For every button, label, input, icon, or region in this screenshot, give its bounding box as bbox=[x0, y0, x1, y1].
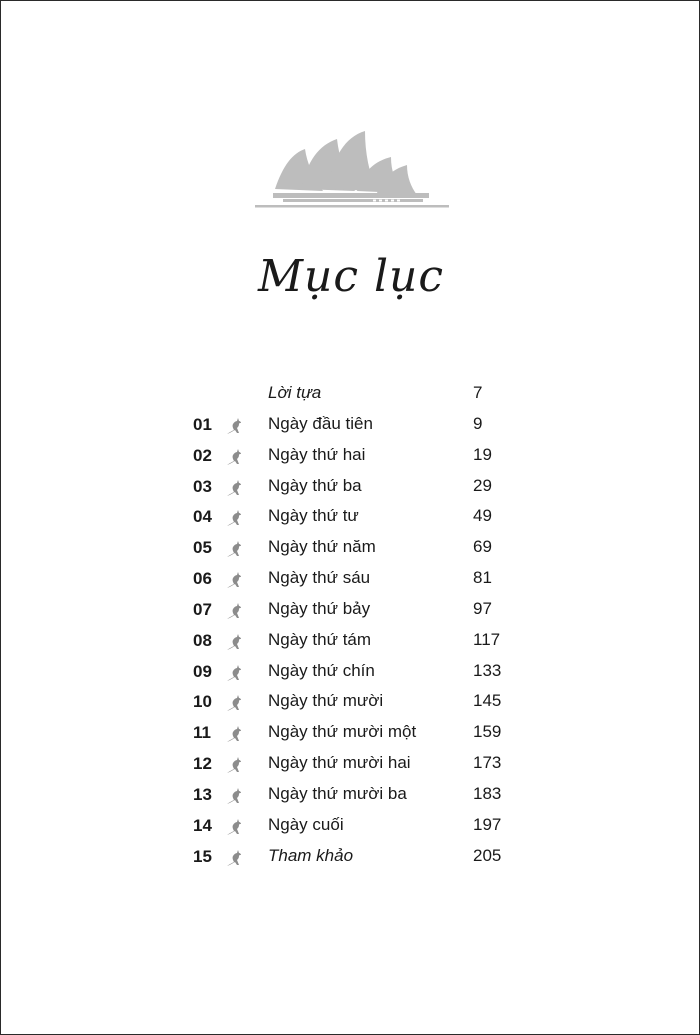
kangaroo-icon bbox=[224, 818, 244, 836]
toc-row[interactable] bbox=[1, 686, 700, 717]
toc-row[interactable] bbox=[1, 471, 700, 502]
toc-row[interactable] bbox=[1, 779, 700, 810]
toc-row[interactable] bbox=[1, 625, 700, 656]
chapter-title: Lời tựa bbox=[268, 383, 322, 402]
chapter-title: Ngày thứ mười hai bbox=[268, 753, 411, 773]
chapter-title: Tham khảo bbox=[268, 845, 354, 865]
toc-row[interactable] bbox=[1, 841, 700, 872]
page-number: 159 bbox=[473, 722, 502, 742]
kangaroo-icon bbox=[224, 509, 244, 527]
chapter-number: 04 bbox=[193, 507, 212, 527]
chapter-title: Ngày thứ mười bbox=[268, 691, 384, 711]
chapter-title: Ngày thứ mười ba bbox=[268, 783, 407, 803]
page-number: 9 bbox=[473, 413, 483, 433]
kangaroo-icon bbox=[224, 633, 244, 651]
sydney-opera-house-icon bbox=[253, 127, 451, 215]
kangaroo-icon bbox=[224, 448, 244, 466]
toc-row[interactable] bbox=[1, 563, 700, 594]
toc-row[interactable] bbox=[1, 440, 700, 471]
chapter-number: 12 bbox=[193, 754, 212, 774]
toc-row[interactable] bbox=[1, 748, 700, 779]
chapter-number: 08 bbox=[193, 630, 212, 650]
kangaroo-icon bbox=[224, 571, 244, 589]
page-number: 19 bbox=[473, 444, 492, 464]
chapter-number: 13 bbox=[193, 784, 212, 804]
chapter-number: 05 bbox=[193, 538, 212, 558]
page-number: 29 bbox=[473, 475, 492, 495]
toc-row[interactable] bbox=[1, 656, 700, 687]
kangaroo-icon bbox=[224, 787, 244, 805]
chapter-title: Ngày thứ mười một bbox=[268, 722, 417, 742]
chapter-title: Ngày thứ chín bbox=[268, 660, 375, 680]
chapter-title: Ngày đầu tiên bbox=[268, 413, 373, 433]
chapter-number: 15 bbox=[193, 846, 212, 866]
page-number: 205 bbox=[473, 845, 502, 865]
toc-row[interactable] bbox=[1, 532, 700, 563]
page-title: Mục lục bbox=[257, 251, 445, 302]
toc-row[interactable] bbox=[1, 594, 700, 625]
page-number: 97 bbox=[473, 598, 492, 618]
chapter-number: 10 bbox=[193, 692, 212, 712]
chapter-number: 07 bbox=[193, 599, 212, 619]
page-number: 197 bbox=[473, 814, 502, 834]
page-number: 173 bbox=[473, 753, 502, 773]
page-number: 145 bbox=[473, 691, 502, 711]
chapter-number: 09 bbox=[193, 661, 212, 681]
kangaroo-icon bbox=[224, 756, 244, 774]
chapter-number: 03 bbox=[193, 476, 212, 496]
kangaroo-icon bbox=[224, 694, 244, 712]
chapter-number: 11 bbox=[193, 723, 211, 743]
toc-row[interactable] bbox=[1, 409, 700, 440]
chapter-title: Ngày thứ ba bbox=[268, 475, 362, 495]
page-number: 69 bbox=[473, 537, 492, 557]
page-number: 117 bbox=[473, 629, 501, 649]
chapter-number: 02 bbox=[193, 445, 212, 465]
page-number: 183 bbox=[473, 783, 502, 803]
kangaroo-icon bbox=[224, 417, 244, 435]
toc-row[interactable] bbox=[1, 717, 700, 748]
kangaroo-icon bbox=[224, 479, 244, 497]
chapter-number: 14 bbox=[193, 815, 212, 835]
toc-row[interactable] bbox=[1, 501, 700, 532]
chapter-title: Ngày thứ sáu bbox=[268, 568, 371, 588]
chapter-title: Ngày cuối bbox=[268, 814, 344, 834]
page-number: 81 bbox=[473, 568, 492, 588]
chapter-number: 06 bbox=[193, 569, 212, 589]
page-number: 133 bbox=[473, 660, 502, 680]
kangaroo-icon bbox=[224, 725, 244, 743]
kangaroo-icon bbox=[224, 849, 244, 867]
table-of-contents bbox=[1, 378, 700, 872]
chapter-title: Ngày thứ hai bbox=[268, 444, 366, 464]
chapter-title: Ngày thứ tám bbox=[268, 629, 372, 649]
kangaroo-icon bbox=[224, 602, 244, 620]
toc-row[interactable] bbox=[1, 378, 700, 409]
kangaroo-icon bbox=[224, 540, 244, 558]
chapter-title: Ngày thứ năm bbox=[268, 537, 376, 557]
kangaroo-icon bbox=[224, 664, 244, 682]
page-number: 49 bbox=[473, 506, 492, 526]
chapter-title: Ngày thứ bảy bbox=[268, 598, 371, 618]
page-number: 7 bbox=[473, 383, 483, 402]
toc-row[interactable] bbox=[1, 810, 700, 841]
chapter-title: Ngày thứ tư bbox=[268, 506, 359, 526]
chapter-number: 01 bbox=[193, 414, 212, 434]
